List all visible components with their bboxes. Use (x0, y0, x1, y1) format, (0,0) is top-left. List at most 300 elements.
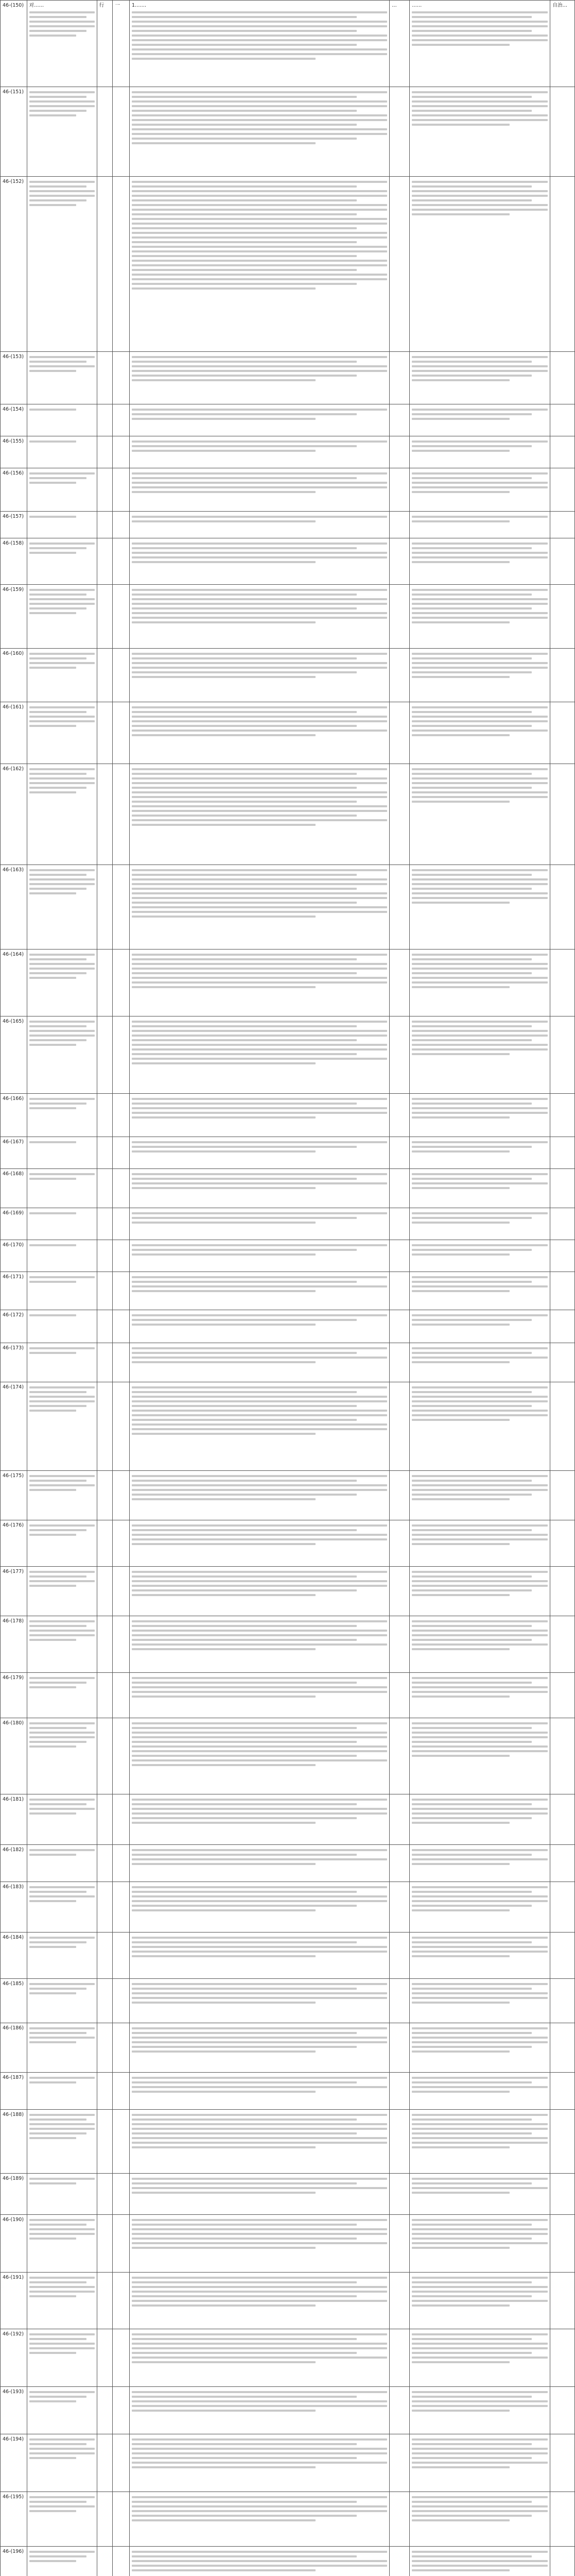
item-code-cell (1, 1016, 27, 1094)
item-basis-cell (130, 2215, 390, 2273)
text-line-placeholder (132, 274, 387, 276)
text-line-placeholder (132, 612, 387, 614)
item-remark-cell (410, 1567, 550, 1616)
text-line-placeholder (29, 1727, 87, 1729)
text-line-placeholder (132, 2391, 387, 2393)
text-line-placeholder (412, 1103, 531, 1105)
text-line-placeholder (29, 1803, 87, 1805)
text-line-placeholder (132, 1414, 387, 1416)
text-line-placeholder (29, 888, 87, 890)
item-name-cell (27, 2215, 97, 2273)
item-kind-cell (550, 2023, 575, 2073)
item-kind-cell (550, 2215, 575, 2273)
item-code-cell (1, 2492, 27, 2547)
item-kind-cell (550, 1794, 575, 1845)
text-line-placeholder (412, 2077, 548, 2079)
item-name-cell (27, 1567, 97, 1616)
text-line-placeholder (29, 482, 76, 484)
text-line-placeholder (132, 1396, 387, 1398)
text-line-placeholder (412, 1849, 548, 1851)
item-type-cell (97, 585, 113, 649)
text-line-placeholder (412, 968, 548, 970)
item-code-text: 46-(160) (3, 651, 24, 656)
text-line-placeholder (412, 768, 548, 770)
text-line-placeholder (412, 1314, 548, 1316)
text-line-placeholder (412, 2119, 531, 2121)
table-row (1, 1016, 575, 1094)
item-grade-cell (113, 1169, 130, 1208)
text-line-placeholder (132, 1187, 316, 1189)
text-line-placeholder (132, 1812, 387, 1815)
text-line-placeholder (412, 2037, 548, 2039)
text-line-placeholder (29, 361, 87, 363)
text-line-placeholder (29, 2496, 95, 2498)
item-type-cell (97, 177, 113, 352)
text-line-placeholder (29, 1244, 76, 1246)
text-line-placeholder (29, 1352, 76, 1354)
text-line-placeholder (29, 1098, 95, 1100)
item-remark-cell (410, 2273, 550, 2329)
text-line-placeholder (29, 1941, 87, 1943)
item-level-cell (390, 2492, 410, 2547)
item-name-cell (27, 1208, 97, 1240)
text-line-placeholder (132, 223, 387, 225)
text-line-placeholder (412, 365, 548, 367)
text-line-placeholder (132, 662, 387, 664)
item-level-cell (390, 1567, 410, 1616)
item-kind-cell (550, 1094, 575, 1137)
item-level-cell (390, 1208, 410, 1240)
text-line-placeholder (132, 1484, 387, 1486)
text-line-placeholder (412, 1799, 548, 1801)
item-basis-cell (130, 2387, 390, 2434)
text-line-placeholder (29, 190, 95, 192)
text-line-placeholder (412, 662, 548, 664)
item-name-cell (27, 1673, 97, 1718)
text-line-placeholder (29, 958, 87, 960)
text-line-placeholder (29, 91, 95, 93)
item-type-cell (97, 2073, 113, 2110)
text-line-placeholder (132, 711, 357, 713)
item-basis-cell (130, 2434, 390, 2492)
text-line-placeholder (412, 1324, 510, 1326)
item-level-cell (390, 2215, 410, 2273)
text-line-placeholder (132, 1575, 357, 1578)
item-type-cell (97, 649, 113, 702)
text-line-placeholder (132, 657, 357, 659)
text-line-placeholder (412, 1543, 510, 1545)
text-line-placeholder (29, 1396, 95, 1398)
table-row (1, 2273, 575, 2329)
item-remark-cell (410, 2215, 550, 2273)
item-name-cell (27, 1471, 97, 1520)
text-line-placeholder (132, 218, 387, 220)
item-code-cell (1, 2273, 27, 2329)
text-line-placeholder (29, 1281, 76, 1283)
text-line-placeholder (132, 2466, 316, 2468)
item-grade-cell (113, 865, 130, 950)
item-code-cell (1, 404, 27, 436)
text-line-placeholder (132, 1475, 387, 1477)
text-line-placeholder (132, 520, 316, 522)
text-line-placeholder (412, 2448, 548, 2450)
text-line-placeholder (132, 2086, 387, 2088)
item-level-cell (390, 1845, 410, 1882)
text-line-placeholder (132, 1625, 357, 1627)
text-line-placeholder (29, 720, 95, 722)
text-line-placeholder (412, 2300, 548, 2302)
table-body (1, 1, 575, 2576)
text-line-placeholder (412, 1352, 531, 1354)
text-line-placeholder (132, 552, 387, 554)
text-line-placeholder (132, 2137, 387, 2139)
text-line-placeholder (412, 1639, 531, 1641)
text-line-placeholder (132, 1116, 316, 1118)
text-line-placeholder (412, 1498, 510, 1500)
text-line-placeholder (412, 1909, 510, 1911)
item-basis-cell (130, 1718, 390, 1794)
text-line-placeholder (132, 1620, 387, 1622)
table-row (1, 1673, 575, 1718)
item-type-cell (97, 1471, 113, 1520)
text-line-placeholder (132, 2410, 316, 2412)
text-line-placeholder (412, 1178, 531, 1180)
item-level-cell (390, 1933, 410, 1979)
text-line-placeholder (132, 2032, 357, 2034)
item-kind-cell (550, 2174, 575, 2215)
item-code-cell (1, 2547, 27, 2576)
item-level-cell (390, 512, 410, 538)
text-line-placeholder (412, 1035, 548, 1037)
item-code-text: 46-(151) (3, 89, 24, 95)
text-line-placeholder (29, 204, 76, 206)
item-remark-cell (410, 1137, 550, 1169)
text-line-placeholder (132, 2178, 387, 2180)
table-row (1, 2547, 575, 2576)
text-line-placeholder (29, 2132, 87, 2134)
item-remark-cell (410, 2110, 550, 2174)
text-line-placeholder (29, 782, 95, 784)
text-line-placeholder (412, 1822, 510, 1824)
item-kind-cell (550, 1616, 575, 1673)
text-line-placeholder (412, 44, 510, 46)
text-line-placeholder (412, 2304, 510, 2307)
text-line-placeholder (29, 543, 95, 545)
table-row (1, 702, 575, 764)
item-type-cell (97, 2387, 113, 2434)
item-kind-cell (550, 1718, 575, 1794)
text-line-placeholder (412, 883, 548, 885)
text-line-placeholder (132, 791, 387, 793)
item-code-cell (1, 2110, 27, 2174)
item-type-cell (97, 2547, 113, 2576)
text-line-placeholder (29, 2182, 76, 2184)
text-line-placeholder (132, 1103, 357, 1105)
table-row (1, 1794, 575, 1845)
text-line-placeholder (132, 2510, 387, 2512)
item-remark-cell (410, 2329, 550, 2387)
item-name-cell (27, 436, 97, 468)
text-line-placeholder (29, 791, 76, 793)
text-line-placeholder (412, 2457, 531, 2459)
text-line-placeholder (29, 977, 76, 979)
text-line-placeholder (29, 440, 76, 443)
item-type-cell (97, 468, 113, 512)
item-code-cell (1, 1845, 27, 1882)
text-line-placeholder (132, 356, 387, 358)
item-level-cell (390, 2387, 410, 2434)
text-line-placeholder (412, 892, 548, 894)
text-line-placeholder (132, 1951, 387, 1953)
item-name-cell (27, 950, 97, 1016)
item-name-cell (27, 1240, 97, 1272)
text-line-placeholder (412, 1146, 531, 1148)
item-name-cell (27, 2434, 97, 2492)
text-line-placeholder (132, 1634, 387, 1636)
text-line-placeholder (412, 2357, 548, 2359)
table-row (1, 87, 575, 177)
text-line-placeholder (412, 954, 548, 956)
item-basis-cell (130, 1794, 390, 1845)
item-grade-cell (113, 538, 130, 585)
text-line-placeholder (412, 516, 548, 518)
text-line-placeholder (132, 1524, 387, 1527)
text-line-placeholder (29, 878, 95, 880)
item-remark-cell (410, 538, 550, 585)
item-code-text: 46-(161) (3, 704, 24, 710)
text-line-placeholder (132, 1905, 357, 1907)
table-row (1, 1718, 575, 1794)
text-line-placeholder (132, 491, 316, 493)
text-line-placeholder (412, 1895, 548, 1897)
text-line-placeholder (132, 227, 357, 229)
item-code-text: 46-(175) (3, 1473, 24, 1479)
item-level-cell (390, 764, 410, 865)
item-basis-cell (130, 352, 390, 404)
text-line-placeholder (132, 878, 387, 880)
text-line-placeholder (29, 1580, 95, 1582)
text-line-placeholder (132, 2277, 387, 2279)
item-level-cell (390, 1310, 410, 1343)
item-code-cell (1, 512, 27, 538)
table-row (1, 1272, 575, 1310)
text-line-placeholder (29, 1812, 76, 1815)
text-line-placeholder (412, 594, 531, 596)
item-grade-cell (113, 1718, 130, 1794)
text-line-placeholder (132, 2300, 387, 2302)
text-line-placeholder (132, 1182, 387, 1184)
text-line-placeholder (132, 16, 357, 18)
text-line-placeholder (29, 1639, 76, 1641)
table-row (1, 2329, 575, 2387)
text-line-placeholder (412, 2142, 548, 2144)
text-line-placeholder (132, 2286, 387, 2288)
item-code-cell (1, 2023, 27, 2073)
text-line-placeholder (412, 190, 548, 192)
text-line-placeholder (412, 2233, 548, 2235)
text-line-placeholder (132, 1937, 387, 1939)
item-grade-cell (113, 1471, 130, 1520)
text-line-placeholder (412, 1648, 510, 1650)
text-line-placeholder (412, 972, 531, 974)
text-line-placeholder (132, 1281, 357, 1283)
text-line-placeholder (132, 594, 357, 596)
text-line-placeholder (412, 1116, 510, 1118)
text-line-placeholder (412, 2123, 548, 2125)
item-code-cell (1, 436, 27, 468)
item-code-cell (1, 1794, 27, 1845)
text-line-placeholder (412, 2462, 548, 2464)
table-row (1, 1240, 575, 1272)
item-grade-cell (113, 1272, 130, 1310)
text-line-placeholder (132, 1419, 357, 1421)
text-line-placeholder (132, 888, 357, 890)
text-line-placeholder (132, 883, 387, 885)
text-line-placeholder (412, 667, 548, 669)
text-line-placeholder (132, 725, 357, 727)
text-line-placeholder (29, 547, 87, 549)
text-line-placeholder (132, 260, 387, 262)
text-line-placeholder (412, 547, 531, 549)
text-line-placeholder (132, 450, 316, 452)
item-remark-cell (410, 1016, 550, 1094)
text-line-placeholder (412, 1524, 548, 1527)
item-grade-cell (113, 1137, 130, 1169)
text-line-placeholder (29, 1585, 76, 1587)
item-code-text: 46-(170) (3, 1242, 24, 1248)
item-basis-cell (130, 1845, 390, 1882)
text-line-placeholder (132, 232, 387, 234)
item-type-cell (97, 1169, 113, 1208)
item-type-cell (97, 865, 113, 950)
text-line-placeholder (29, 2338, 87, 2340)
text-line-placeholder (132, 91, 387, 93)
text-line-placeholder (132, 1021, 387, 1023)
text-line-placeholder (132, 1946, 387, 1948)
item-basis-cell (130, 1343, 390, 1382)
item-grade-cell (113, 2492, 130, 2547)
item-kind-cell (550, 1137, 575, 1169)
text-line-placeholder (132, 142, 316, 144)
table-row (1, 1169, 575, 1208)
text-line-placeholder (412, 2286, 548, 2288)
item-code-cell (1, 2329, 27, 2387)
item-level-cell (390, 1, 410, 87)
text-line-placeholder (412, 1112, 548, 1114)
text-line-placeholder (132, 906, 387, 908)
item-level-cell (390, 649, 410, 702)
text-line-placeholder (412, 1696, 510, 1698)
item-name-cell (27, 404, 97, 436)
text-line-placeholder (412, 1150, 510, 1153)
text-line-placeholder (132, 787, 357, 789)
text-line-placeholder (412, 1854, 531, 1856)
text-line-placeholder (132, 1400, 387, 1402)
text-line-placeholder (29, 1484, 95, 1486)
item-name-cell (27, 2387, 97, 2434)
text-line-placeholder (412, 199, 531, 201)
item-grade-cell (113, 2387, 130, 2434)
item-kind-cell (550, 1272, 575, 1310)
text-line-placeholder (29, 1107, 76, 1109)
item-kind-cell (550, 1382, 575, 1471)
text-line-placeholder (132, 1386, 387, 1388)
text-line-placeholder (29, 883, 95, 885)
text-line-placeholder (412, 1741, 531, 1743)
text-line-placeholder (412, 1173, 548, 1175)
item-basis-cell (130, 1382, 390, 1471)
item-level-cell (390, 2329, 410, 2387)
text-line-placeholder (29, 1178, 76, 1180)
text-line-placeholder (29, 2457, 76, 2459)
text-line-placeholder (412, 796, 548, 798)
text-line-placeholder (412, 2224, 531, 2226)
item-level-cell (390, 1616, 410, 1673)
text-line-placeholder (412, 2091, 510, 2093)
text-line-placeholder (412, 110, 531, 112)
text-line-placeholder (412, 1755, 510, 1757)
item-code-cell (1, 649, 27, 702)
text-line-placeholder (412, 1386, 548, 1388)
item-remark-cell (410, 436, 550, 468)
text-line-placeholder (412, 1682, 531, 1684)
text-line-placeholder (412, 1863, 510, 1865)
item-kind-cell (550, 1673, 575, 1718)
item-code-cell (1, 1240, 27, 1272)
text-line-placeholder (132, 1808, 387, 1810)
text-line-placeholder (29, 2333, 95, 2335)
text-line-placeholder (132, 1212, 387, 1214)
text-line-placeholder (132, 2361, 316, 2363)
text-line-placeholder (29, 1035, 95, 1037)
text-line-placeholder (132, 1992, 387, 1994)
text-line-placeholder (412, 2228, 548, 2230)
item-code-text: 46-(177) (3, 1569, 24, 1574)
item-code-text: 46-(187) (3, 2075, 24, 2080)
text-line-placeholder (29, 612, 76, 614)
text-line-placeholder (132, 1891, 357, 1893)
text-line-placeholder (29, 787, 87, 789)
item-name-cell (27, 1016, 97, 1094)
text-line-placeholder (132, 213, 357, 215)
text-line-placeholder (132, 445, 357, 447)
item-basis-cell (130, 1471, 390, 1520)
text-line-placeholder (29, 2228, 95, 2230)
item-code-text: 46-(164) (3, 952, 24, 957)
text-line-placeholder (29, 869, 95, 871)
text-line-placeholder (29, 2286, 95, 2288)
item-name-cell (27, 1137, 97, 1169)
text-line-placeholder (29, 1039, 87, 1041)
text-line-placeholder (412, 725, 531, 727)
item-basis-cell (130, 1137, 390, 1169)
text-line-placeholder (412, 1276, 548, 1278)
item-level-cell (390, 436, 410, 468)
item-grade-cell (113, 1616, 130, 1673)
text-line-placeholder (412, 2438, 548, 2441)
text-line-placeholder (132, 2238, 357, 2240)
item-name-cell (27, 1520, 97, 1567)
text-line-placeholder (412, 1634, 548, 1636)
text-line-placeholder (412, 96, 531, 98)
text-line-placeholder (412, 2338, 531, 2340)
text-line-placeholder (132, 2295, 357, 2297)
text-line-placeholder (132, 1803, 357, 1805)
item-code-text: 46-(153) (3, 354, 24, 360)
text-line-placeholder (132, 255, 357, 257)
table-row (1, 1343, 575, 1382)
text-line-placeholder (132, 21, 387, 23)
